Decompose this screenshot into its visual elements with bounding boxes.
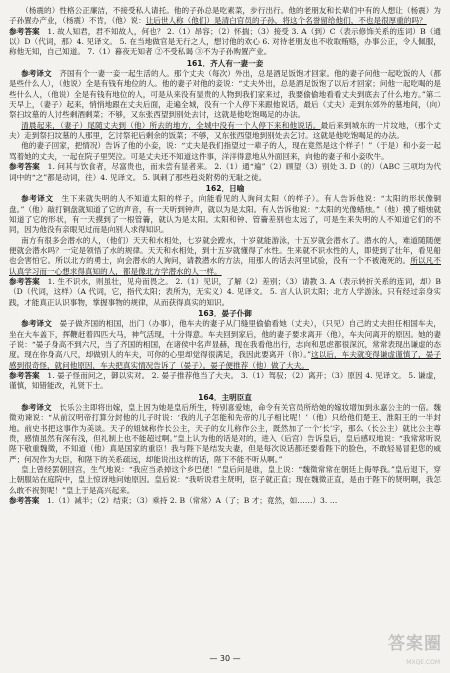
answer-label: 参考答案 xyxy=(9,162,48,172)
s164-translation-1 xyxy=(9,403,441,465)
translation-label: 参考译文 xyxy=(21,403,60,413)
s161-text-2: 最后来到城东的一片坟地，（那个丈夫）走到祭扫坟墓的人那里，乞讨祭祀后剩余的饭菜；不够，又东张西望地到别处去乞讨。这就是他吃饱喝足的办法。 xyxy=(9,120,441,141)
s161-translation-2 xyxy=(9,121,441,142)
s161-text-1: 齐国有个一妻一妾一起生活的人。那个丈夫（每次）外出，总是酒足饭饱才回家。他的妻子问他一起吃饭的人（都是些什么人），（他说）全是有钱有地位的人。他的妻子对他的妾说：“丈夫外出，总是酒足饭饱了以后才回家；问他一起吃喝的是些什么人，（他说）全是有钱有地位的人，可是从来没有显贵的人物到我们家来过，我要偷偷地看看丈夫到底去了什么地方。”第二天早上，（妻子）起来，悄悄地跟在丈夫后面，走遍全城，没有一个人停下来跟他说话，最后（丈夫）走到东郊外的墓地间，（向）祭扫坟墓的人讨些剩酒剩菜；不够，又东张西望到别处去讨，这就是他吃饱喝足的办法。 xyxy=(9,69,441,120)
s163-translation-1 xyxy=(9,319,441,371)
s163-text-1: 晏子做齐国的相国，出门（办事），他车夫的妻子从门缝里偷偷看她（丈夫），（只见）自己的丈夫担任相国车夫，坐在大车盖下，挥鞭赶着四匹大马，神气活现，十分得意。车夫回到家后，他的妻子要求离开（他），车夫问离开的原因。她的妻子说：“晏子身高不到六尺，当了齐国的相国，在诸侯中名声显赫，现在我看他出行，志向和思虑都很深沉，常常表现出谦虚的态度。现在你身高八尺，却做别人的车夫，可你的心里却觉得很满足，我因此要离开（你）。” xyxy=(9,319,441,360)
s164-translation-2: 皇上曾经罢朝回宫，生气地说：“我应当杀掉这个乡巴佬！”皇后问是谁，皇上说：“魏徵常常在朝廷上侮辱我。”皇后退下，穿上朝服站在庭院中，皇上惊讶地问她原因。皇后说：“我听说君主贤明，臣子就正直；现在魏徵正直，是由于陛下的贤明啊，我怎么敢不祝贺呢！”皇上于是高兴起来。 xyxy=(9,465,441,495)
top-answers-text: 1. 故人知君，君不知故人，何也？ 2.（1）昂容；（2）怀揣；（3）接受 3. A（到）C（表示修饰关系的连词）B（通 以）D（代词，那）4. 见译文。 5. 在当地做官是无行之人，想讨他的欢心 6. 对待老朋友也不收取贿赂，办事公正，令人佩服，称他无知，自己知道。 7.（1）暮夜无知者 ②不受私谒 ③不为子孙购置产业。 xyxy=(9,26,442,57)
answer-label: 参考答案 xyxy=(9,276,48,286)
s163-answers-text: 1. 晏子怪而问之，御以实对。 2. 晏子推荐他当了大夫。 3.（1）驾驭；（2）离开；（3）原因 4. 见译文。 5. 谦虚，谨慎，知错能改，礼贤下士。 xyxy=(9,371,441,391)
page-number: — 30 — xyxy=(209,654,241,663)
s164-text-1: 长乐公主即将出嫁，皇上因为她是皇后所生，特别喜爱她，命令有关官员所给她的嫁妆增加到永嘉公主的一倍。魏徵劝谏说：“从前汉明帝打算分封他的儿子时说：‘我的儿子怎能和先帝的儿子相比呢！’（他）只给他们楚王、淮阳王的一半封地。前史书把这事作为美谈。天子的姐妹称作长公主，天子的女儿称作公主，既然加了一个‘长’字，那么（长公主）就比公主尊贵，感情虽然有深有浅，但礼制上也不能超过啊。”皇上认为他的话是对的，进入（后宫）告诉皇后，皇后感叹地说：“我常常听说陛下敬重魏徵，不知道（他）真是国家的重臣！我与陛下是结发夫妻，但是每次说话都还要看陛下的脸色，不敢轻易冒犯您的威严；何况作为大臣，和陛下的关系疏远，却能说出这样的话，陛下不能不听从啊。” xyxy=(9,403,441,464)
translation-label: 参考译文 xyxy=(21,69,60,79)
top-paragraph xyxy=(9,6,441,27)
s163-answers xyxy=(9,371,441,392)
s163-underlined-text: 这以后，车夫就变得谦虚谨慎了，晏子感到很奇怪，就问他原因，车夫把真实情况告诉了（晏子）。晏子便推荐（他）做了大夫。 xyxy=(9,350,441,370)
section-title-163: 163．晏子仆御 xyxy=(198,308,252,318)
translation-label: 参考译文 xyxy=(21,319,60,329)
s161-answers-text: 1. 问其与饮食者，尽富贵也，而未尝有显者来。 2.（1）通“遍”（2）顾望（3）别处 3. D（的）（ABC 三项均为代词中的“之”都是动词，往）4. 见译文。 5. 讽刺了那些趋炎附势的无耻之徒。 xyxy=(9,162,442,182)
watermark-logo xyxy=(346,634,442,669)
s162-text-1: 生下来就失明的人不知道太阳的样子，向能看见的人询问太阳（的样子）。有人告诉他说：“太阳的形状像铜盘。”（他）敲打铜盘就知道了它的声音，有一天听到钟声，就以为是太阳。有人告诉他说：“太阳的光像蜡烛。”（他）摸了蜡烛就知道了它的形状，有一天摸到了一根管籥，就认为是太阳。太阳和钟、管籥差别也太远了，可是生来失明的人不知道它们的不同，因为他没有亲眼见过而是向别人求得知识。 xyxy=(9,194,442,235)
answer-label: 参考答案 xyxy=(9,26,48,36)
s164-answers xyxy=(9,496,441,506)
s161-underlined-text: 清晨起来，（妻子）尾随丈夫到（他）所去的地方，全城中没有一个人停下来和他说话。 xyxy=(21,120,321,130)
s162-translation-2 xyxy=(9,236,441,277)
s164-answers-text: 1.（1）减半；（2）结束；（3）乘持 2. B（常常）A（了；B 才；竟然，如……）3. … xyxy=(46,496,338,506)
translation-label: 参考译文 xyxy=(21,194,62,204)
s162-answers xyxy=(9,277,441,308)
answer-label: 参考答案 xyxy=(9,496,47,506)
s162-answers-text: 1. 生不识水，则虽壮，见舟而畏之。 2.（1）见识，了解（2）差别；（3）请教 3. A（表示转折关系的连词，却）B（D（代词，这样）（A 代词，它，指代太阳；表所为，无实义）4. 见译文。 5. 言人认识太阳；北方人学游泳。只有经过亲身实践，才能真正认识事物，掌握事物的规律，从而获得真实的知识。 xyxy=(9,276,441,307)
section-title-162: 162．日喻 xyxy=(205,183,245,193)
s161-translation-1 xyxy=(9,69,441,121)
s162-translation-1 xyxy=(9,194,441,235)
top-answers xyxy=(9,27,441,58)
section-title-164: 164．主明臣直 xyxy=(198,392,252,402)
s161-answers xyxy=(9,162,441,183)
watermark-url: MXQE.COM xyxy=(406,659,440,666)
watermark-text: 答案圈 xyxy=(388,634,442,654)
s162-text-2: 南方有很多会潜水的人，（他们）天天和水相处，七岁就会蹚水，十岁就能游泳，十五岁就会潜水了。潜水的人，难道随随便便就会潜水吗？一定是领悟了水的规律。天天和水相处，到十五岁就懂得了水性。生来就不识水性的人，即使到了壮年，看见船也会害怕它。所以北方的勇士，向会潜水的人询问，请教潜水的方法，用那人的话去河里试验，没有一个不被淹死的。 xyxy=(9,235,441,266)
s162-underlined-text: 所以凡不认真学习而一心想求得真知的人，都是像北方学潜水的人一样。 xyxy=(9,256,442,276)
s161-translation-3: 他的妻子回家，把情况）告诉了他的小妾，说：“丈夫是我们指望过一辈子的人，现在竟然是这个样子！”（于是）和小妾一起骂着她的丈夫，一起在院子里哭泣。可是丈夫还不知道这件事，洋洋得意地从外面回来，向他的妻子和小妾吹牛。 xyxy=(9,141,441,161)
top-text: （杨震的）性格公正廉洁，不接受私人请托。他的子孙总是吃素菜，步行出行。他的老朋友和长辈们中有的人想让（杨震）为子孙置办产业，（杨震）不肯，（他）说： xyxy=(9,6,441,26)
answer-label: 参考答案 xyxy=(9,371,48,381)
section-title-161: 161．齐人有一妻一妾 xyxy=(186,58,264,68)
top-underlined-text: 让后世人称（他们）是清白官员的子孙，将这个名誉留给他们，不也是很厚重的吗？ xyxy=(145,16,427,26)
